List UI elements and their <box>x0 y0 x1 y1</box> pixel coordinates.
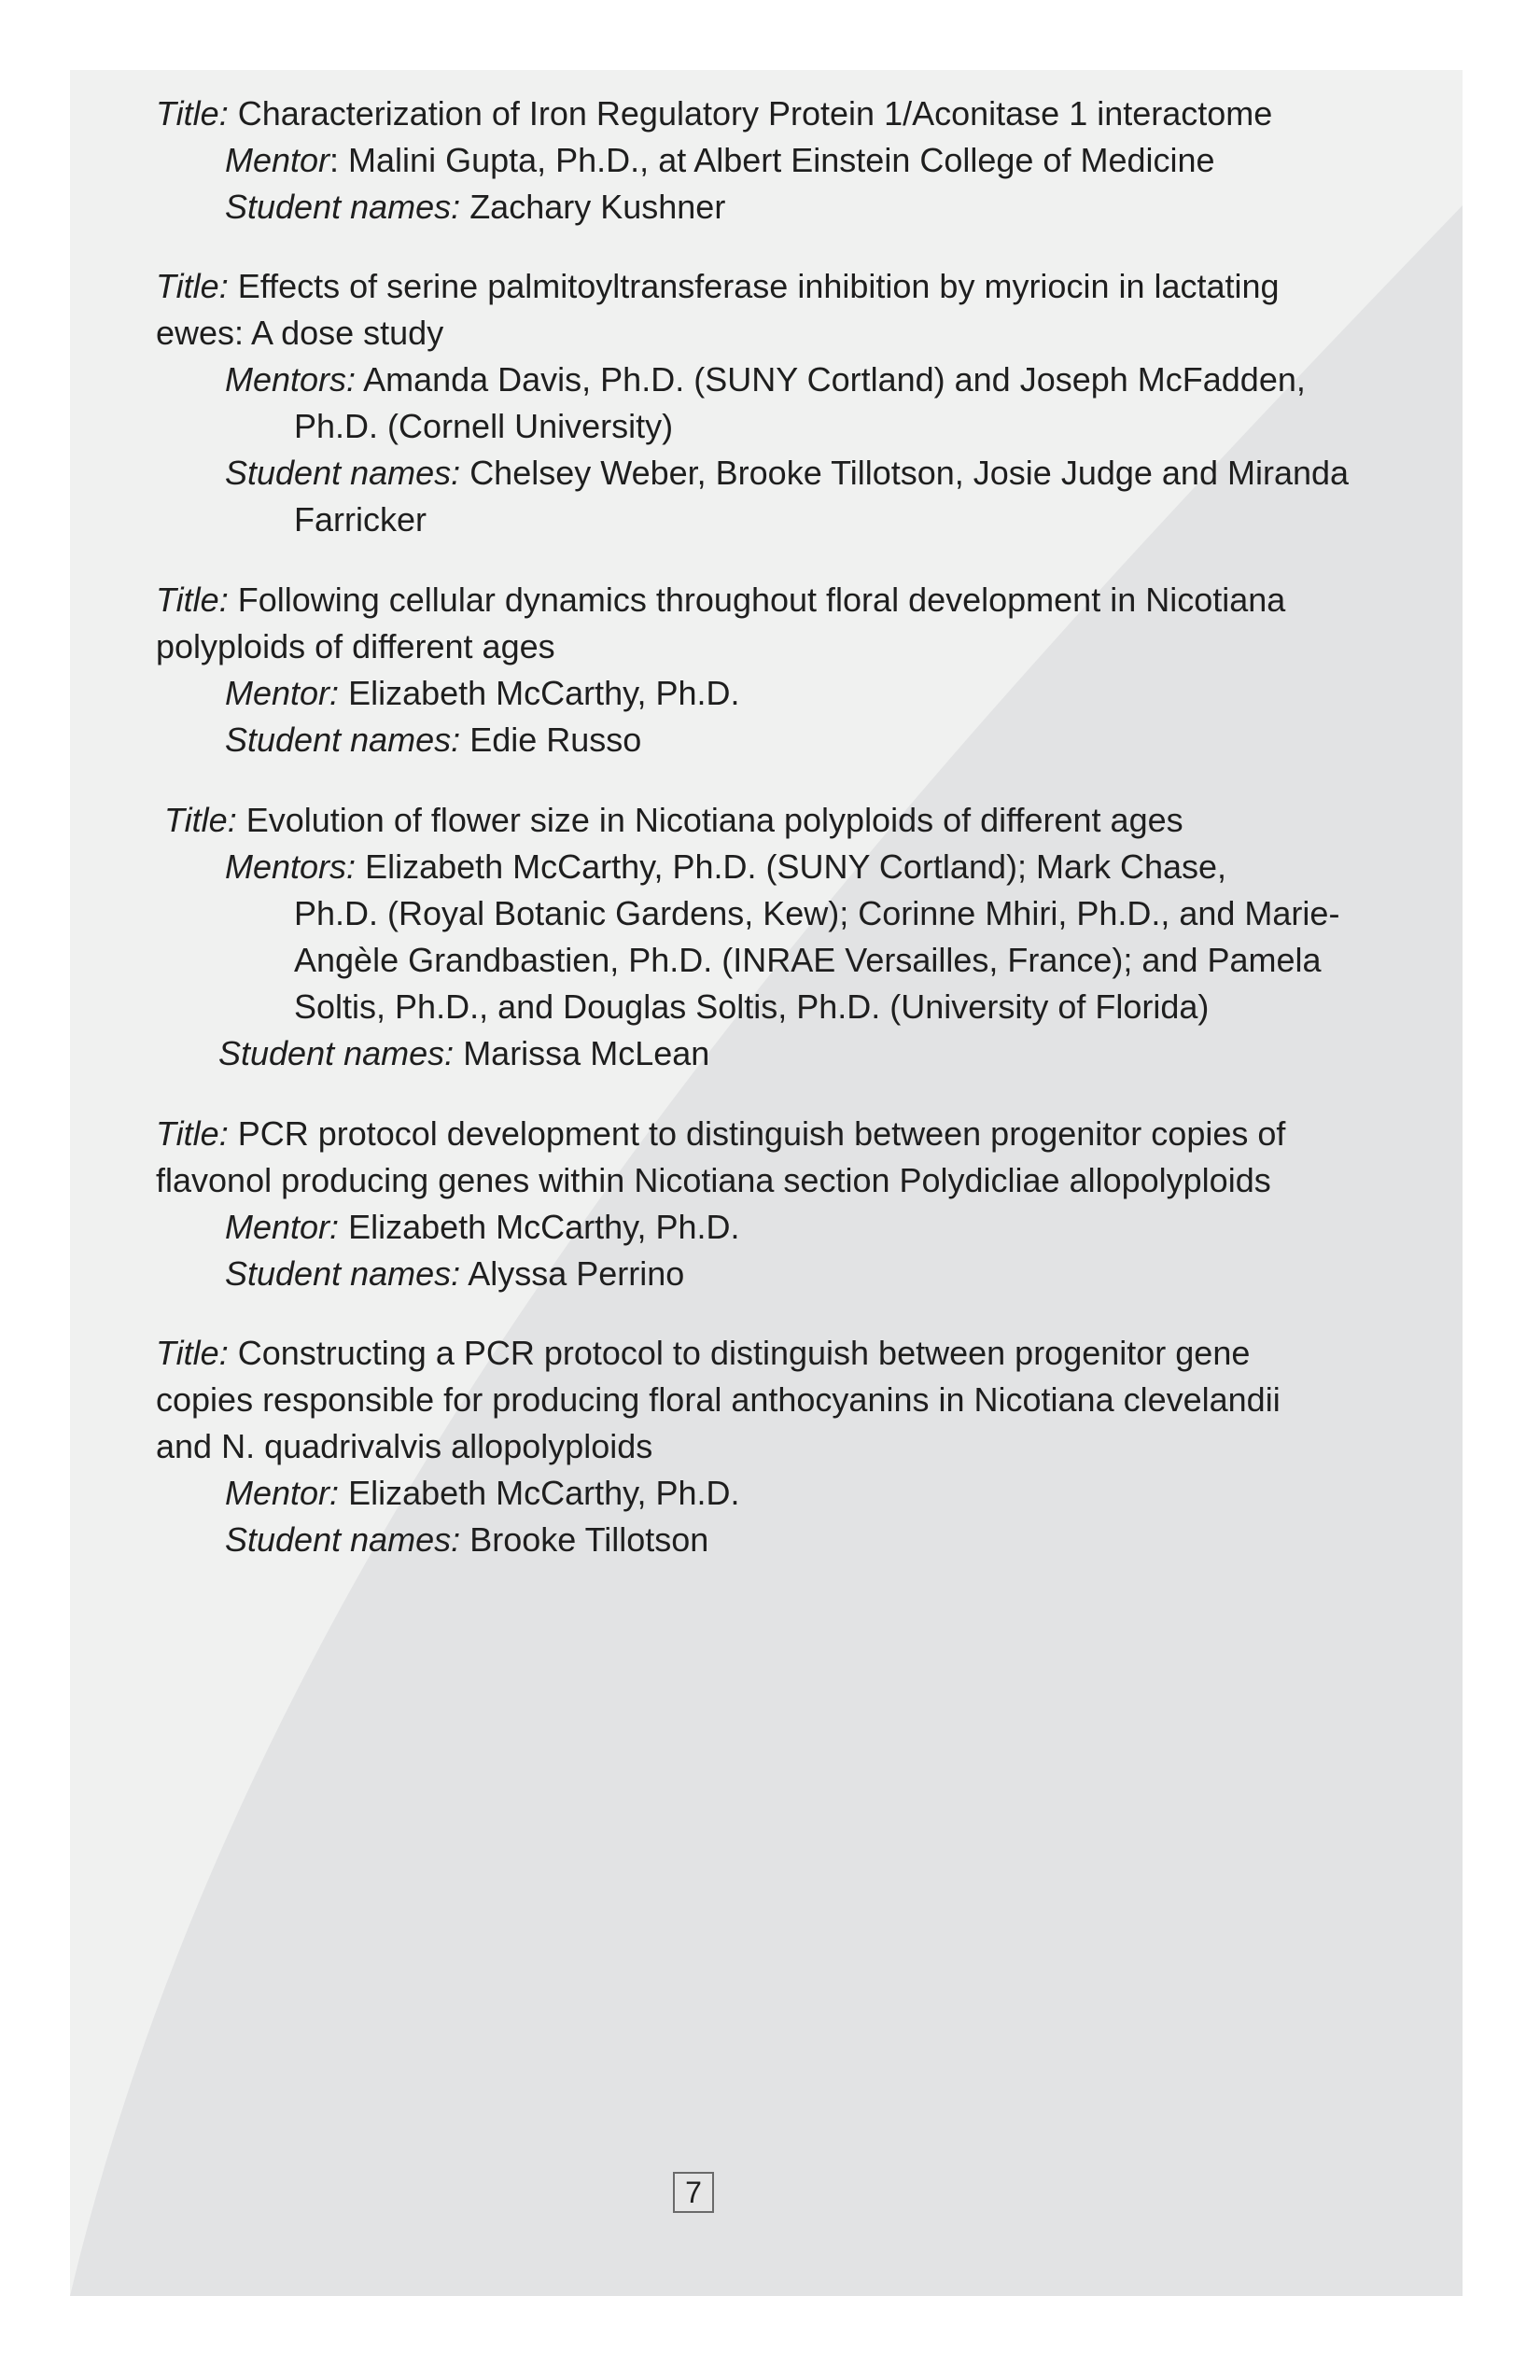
project-mentor: Mentor: Elizabeth McCarthy, Ph.D. <box>225 1474 740 1512</box>
project-mentor: Mentors: Amanda Davis, Ph.D. (SUNY Cortland) and Joseph McFadden, <box>225 360 1306 399</box>
project-mentor: Mentor: Elizabeth McCarthy, Ph.D. <box>225 674 740 712</box>
project-title: Title: PCR protocol development to distinguish between progenitor copies of <box>156 1114 1286 1153</box>
page-panel <box>70 70 1463 2296</box>
project-mentor-continued: Soltis, Ph.D., and Douglas Soltis, Ph.D. (University of Florida) <box>294 987 1210 1026</box>
project-title-continued: polyploids of different ages <box>156 627 555 665</box>
project-list <box>70 70 1463 2296</box>
project-students: Student names: Edie Russo <box>225 721 642 759</box>
project-students: Student names: Marissa McLean <box>218 1034 710 1072</box>
project-mentor: Mentors: Elizabeth McCarthy, Ph.D. (SUNY Cortland); Mark Chase, <box>225 847 1227 886</box>
project-title-continued: copies responsible for producing floral anthocyanins in Nicotiana clevelandii <box>156 1380 1281 1419</box>
page-number: 7 <box>673 2172 714 2213</box>
project-mentor: Mentor: Elizabeth McCarthy, Ph.D. <box>225 1208 740 1246</box>
project-students: Student names: Zachary Kushner <box>225 188 726 226</box>
project-title: Title: Characterization of Iron Regulatory Protein 1/Aconitase 1 interactome <box>156 94 1273 133</box>
project-title: Title: Effects of serine palmitoyltransferase inhibition by myriocin in lactating <box>156 267 1280 305</box>
project-mentor-continued: Angèle Grandbastien, Ph.D. (INRAE Versailles, France); and Pamela <box>294 941 1322 979</box>
project-students: Student names: Brooke Tillotson <box>225 1520 709 1559</box>
project-title-continued: flavonol producing genes within Nicotiana section Polydicliae allopolyploids <box>156 1161 1271 1199</box>
project-title: Title: Following cellular dynamics throughout floral development in Nicotiana <box>156 581 1286 619</box>
project-mentor-continued: Ph.D. (Royal Botanic Gardens, Kew); Corinne Mhiri, Ph.D., and Marie- <box>294 894 1340 932</box>
project-title-continued: ewes: A dose study <box>156 314 444 352</box>
project-title: Title: Evolution of flower size in Nicotiana polyploids of different ages <box>164 801 1183 839</box>
project-mentor: Mentor: Malini Gupta, Ph.D., at Albert Einstein College of Medicine <box>225 141 1215 179</box>
project-students: Student names: Chelsey Weber, Brooke Tillotson, Josie Judge and Miranda <box>225 454 1350 492</box>
project-students-continued: Farricker <box>294 500 427 539</box>
project-mentor-continued: Ph.D. (Cornell University) <box>294 407 674 445</box>
project-title: Title: Constructing a PCR protocol to distinguish between progenitor gene <box>156 1334 1251 1372</box>
project-students: Student names: Alyssa Perrino <box>225 1254 685 1293</box>
project-title-continued: and N. quadrivalvis allopolyploids <box>156 1427 653 1465</box>
